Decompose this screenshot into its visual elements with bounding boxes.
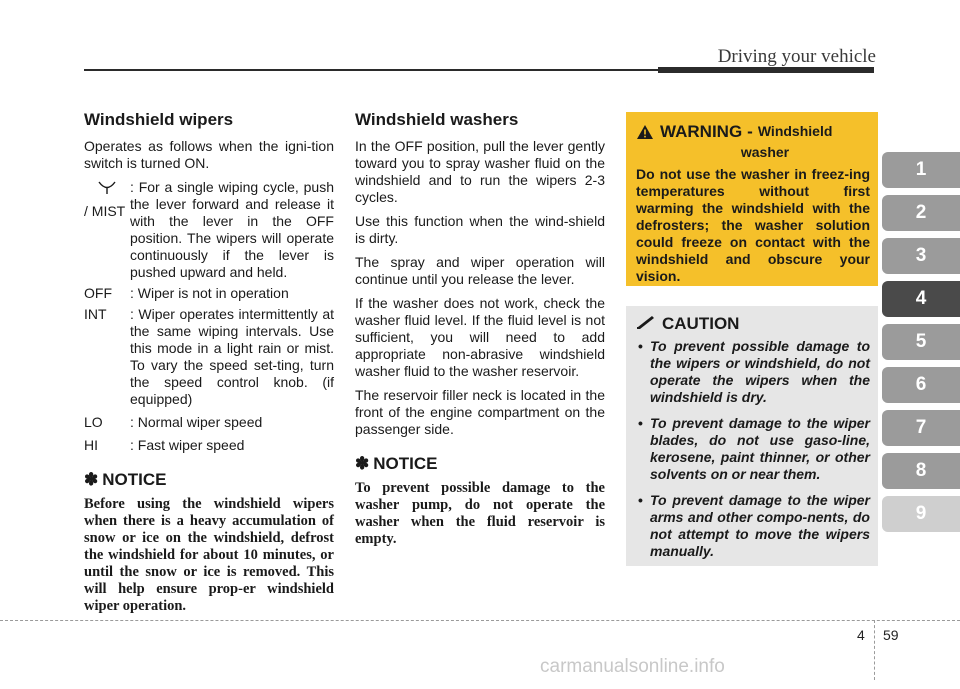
washers-paragraph: Use this function when the wind-shield is dirty.	[355, 213, 605, 246]
mode-term: LO	[84, 414, 103, 430]
chapter-tab-9[interactable]: 9	[882, 496, 960, 532]
mode-row-int	[84, 306, 334, 408]
chapter-tabs	[882, 152, 960, 539]
warning-subject-line2: washer	[740, 144, 790, 160]
caution-header	[636, 314, 870, 334]
caution-item: • To prevent possible damage to the wipers or windshield, do not operate the wipers when the windshield is dry.	[636, 338, 870, 406]
warning-header	[636, 122, 870, 145]
mode-desc: : Fast wiper speed	[130, 437, 245, 453]
chapter-tab-1[interactable]: 1	[882, 152, 960, 188]
washers-notice-body: To prevent possible damage to the washer pump, do not operate the washer when the fluid reservoir is empty.	[355, 480, 605, 547]
warning-word: WARNING	[660, 122, 743, 141]
notice-star-icon: ✽	[355, 454, 370, 473]
chapter-tab-7[interactable]: 7	[882, 410, 960, 446]
wiper-mist-icon	[98, 181, 116, 199]
mode-row-hi	[84, 437, 334, 454]
caution-list	[636, 338, 870, 560]
footer-chapter-number: 4	[857, 627, 865, 643]
warning-box	[626, 112, 878, 286]
header-rule-accent	[658, 67, 874, 73]
mist-label: / MIST	[84, 203, 126, 219]
mode-row-off	[84, 285, 334, 302]
wipers-section	[84, 110, 334, 615]
caution-pencil-icon	[636, 314, 656, 334]
washers-heading: Windshield washers	[355, 110, 519, 129]
mode-desc: : Normal wiper speed	[130, 414, 263, 430]
chapter-tab-6[interactable]: 6	[882, 367, 960, 403]
notice-title-text: NOTICE	[102, 470, 167, 489]
wipers-heading: Windshield wipers	[84, 110, 234, 129]
washers-paragraph: If the washer does not work, check the washer fluid level. If the fluid level is not sufficient, you will need to add appropriate non-abrasive windshield washer fluid to the washer reservoir.	[355, 295, 605, 379]
mode-term: HI	[84, 437, 98, 453]
notice-star-icon: ✽	[84, 470, 99, 489]
washers-paragraph: In the OFF position, pull the lever gently toward you to spray washer fluid on the windshield and to run the wipers 2-3 cycles.	[355, 138, 605, 205]
wipers-notice-body: Before using the windshield wipers when there is a heavy accumulation of snow or ice on the windshield, defrost the windshield for about 10 minutes, or until the snow or ice is removed. This will help ensure prop-er windshield wiper operation.	[84, 496, 334, 614]
caution-item: • To prevent damage to the wiper arms and other compo-nents, do not attempt to move the wipers manually.	[636, 492, 870, 560]
chapter-tab-2[interactable]: 2	[882, 195, 960, 231]
chapter-tab-8[interactable]: 8	[882, 453, 960, 489]
mode-term: INT	[84, 306, 107, 322]
watermark: carmanualsonline.info	[540, 656, 725, 677]
wipers-notice-title	[84, 470, 334, 490]
warning-body: Do not use the washer in freez-ing temperatures without first warming the windshield with the defrosters; the washer solution could freeze on contact with the windshield and obscure your vision.	[636, 166, 870, 284]
chapter-tab-4[interactable]: 4	[882, 281, 960, 317]
footer-rule	[0, 620, 960, 621]
caution-item: • To prevent damage to the wiper blades, do not use gaso-line, kerosene, paint thinner, or other solvents on or near them.	[636, 415, 870, 483]
notice-title-text: NOTICE	[373, 454, 438, 473]
mist-term	[84, 179, 130, 281]
mode-desc: : Wiper is not in operation	[130, 285, 289, 301]
warning-triangle-icon	[636, 124, 654, 145]
caution-box	[626, 306, 878, 566]
footer-page-number: 59	[883, 627, 899, 643]
mode-desc: : Wiper operates intermittently at the same wiping intervals. Use this mode in a light rain or mist. To vary the speed set-ting, turn the speed control knob. (if equipped)	[130, 306, 334, 407]
wipers-intro: Operates as follows when the igni-tion switch is turned ON.	[84, 138, 334, 171]
footer-divider	[874, 620, 875, 680]
mode-row-lo	[84, 414, 334, 431]
mist-desc: : For a single wiping cycle, push the lever forward and release it with the lever in the OFF position. The wipers will operate continuously if the lever is pushed upward and held.	[130, 179, 334, 280]
header-title: Driving your vehicle	[717, 46, 876, 67]
washers-notice-title	[355, 454, 605, 474]
mode-term: OFF	[84, 285, 112, 301]
washers-section	[355, 110, 605, 548]
caution-title: CAUTION	[662, 314, 740, 333]
chapter-tab-3[interactable]: 3	[882, 238, 960, 274]
warning-subject: Windshield	[757, 123, 833, 139]
chapter-tab-5[interactable]: 5	[882, 324, 960, 360]
mist-mode-row	[84, 179, 334, 281]
washers-paragraph: The reservoir filler neck is located in the front of the engine compartment on the passenger side.	[355, 387, 605, 437]
washers-paragraph: The spray and wiper operation will continue until you release the lever.	[355, 254, 605, 287]
warning-dash: -	[747, 122, 753, 141]
